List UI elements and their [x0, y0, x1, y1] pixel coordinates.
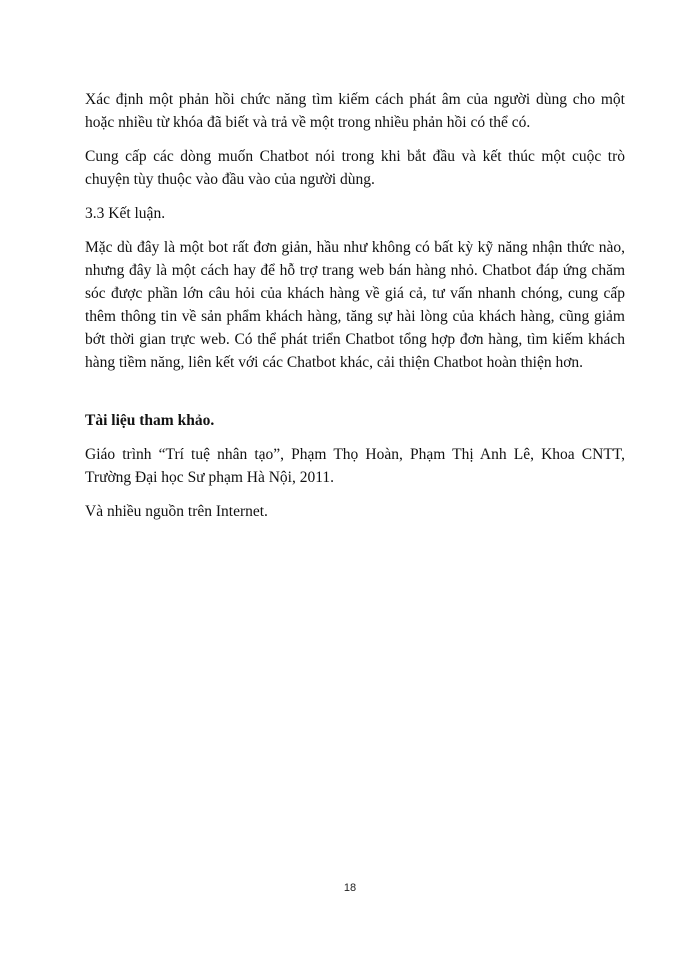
- reference-item-internet: Và nhiều nguồn trên Internet.: [85, 503, 268, 520]
- references-title: Tài liệu tham khảo.: [85, 412, 215, 429]
- reference-item-textbook: Giáo trình “Trí tuệ nhân tạo”, Phạm Thọ Hoàn, Phạm Thị Anh Lê, Khoa CNTT, Trường Đại học Sư phạm Hà Nội, 2011.: [85, 446, 625, 486]
- section-heading-conclusion: 3.3 Kết luận.: [85, 205, 166, 222]
- page-number: 18: [343, 882, 357, 894]
- section-spacer: [85, 385, 625, 409]
- paragraph-keyword-response: Xác định một phản hồi chức năng tìm kiếm cách phát âm của người dùng cho một hoặc nhiều từ khóa đã biết và trả về một trong nhiều phản hồi có thể có.: [85, 91, 625, 131]
- page-body: [85, 88, 625, 534]
- paragraph-chatbot-lines: Cung cấp các dòng muốn Chatbot nói trong khi bắt đầu và kết thúc một cuộc trò chuyện tùy thuộc vào đầu vào của người dùng.: [85, 148, 625, 188]
- paragraph-conclusion: Mặc dù đây là một bot rất đơn giản, hầu như không có bất kỳ kỹ năng nhận thức nào, nhưng đây là một cách hay để hỗ trợ trang web bán hàng nhỏ. Chatbot đáp ứng chăm sóc được phần lớn câu hỏi của khách hàng về giá cả, tư vấn nhanh chóng, cung cấp thêm thông tin về sản phẩm khách hàng, tăng sự hài lòng của khách hàng, cũng giảm bớt thời gian trực web. Có thể phát triển Chatbot tổng hợp đơn hàng, tìm kiếm khách hàng tiềm năng, liên kết với các Chatbot khác, cải thiện Chatbot hoàn thiện hơn.: [85, 239, 625, 371]
